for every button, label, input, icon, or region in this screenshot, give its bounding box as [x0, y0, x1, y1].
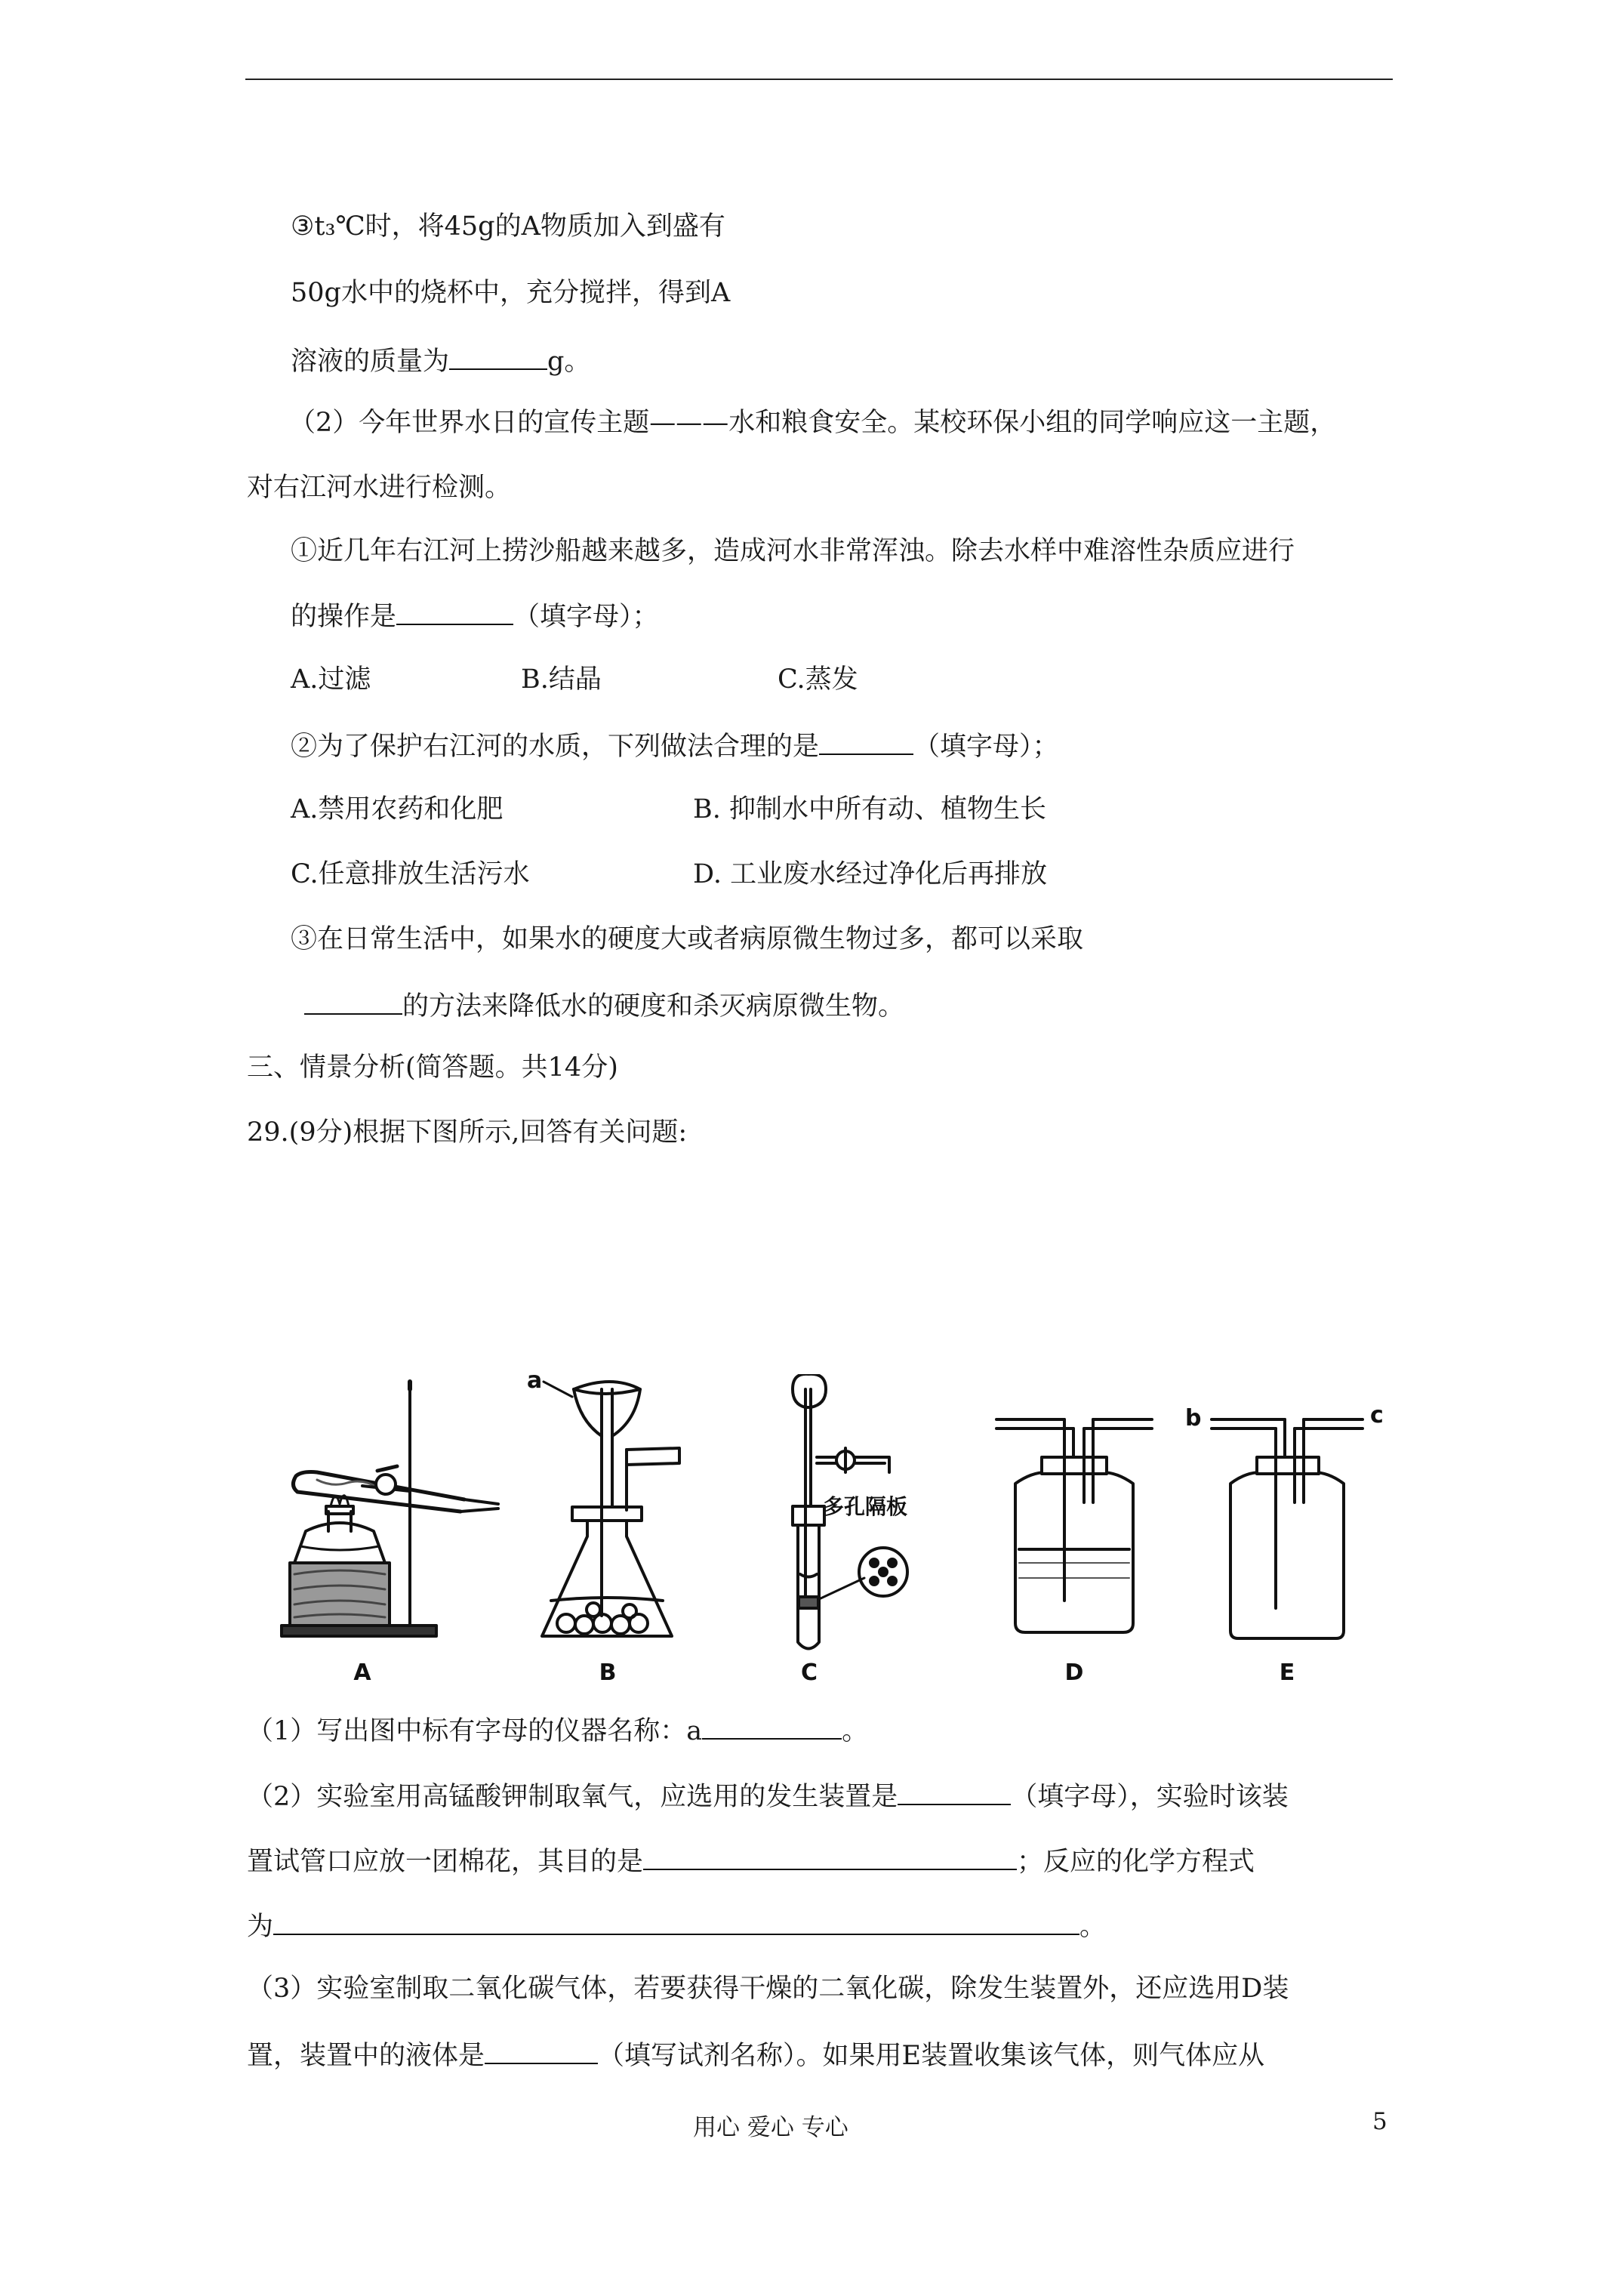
option-p2-q2-a: A.禁用农药和化肥 [291, 794, 504, 824]
marker-c: c [1370, 1402, 1384, 1428]
q29-2-line3-post: 。 [1079, 1912, 1107, 1942]
q3-line3-post: g。 [547, 347, 591, 377]
q29-2-line1 [247, 1777, 1289, 1815]
q29-2-line1-post: （填字母），实验时该装 [1011, 1782, 1289, 1812]
p2-q1-line1: ①近几年右江河上捞沙船越来越多，造成河水非常浑浊。除去水样中难溶性杂质应进行 [291, 536, 1295, 566]
q29-heading: 29.(9分)根据下图所示,回答有关问题: [247, 1117, 688, 1148]
figure-label-e: E [1279, 1660, 1295, 1686]
p2-q3-line2 [304, 986, 904, 1025]
p2-line1: （2）今年世界水日的宣传主题———水和粮食安全。某校环保小组的同学响应这一主题， [289, 408, 1337, 438]
q29-2-line2 [247, 1841, 1255, 1880]
p2-q2-pre: ②为了保护右江河的水质，下列做法合理的是 [291, 732, 820, 762]
p2-q2 [291, 726, 1059, 765]
q3-line3-pre: 溶液的质量为 [291, 347, 450, 377]
marker-a: a [527, 1374, 543, 1394]
apparatus-d [996, 1419, 1152, 1632]
answer-blank-p2-q1[interactable] [396, 596, 513, 625]
option-p2-q2-c: C.任意排放生活污水 [291, 859, 530, 889]
p2-q1-line2-pre: 的操作是 [291, 602, 397, 632]
q29-3-line1: （3）实验室制取二氧化碳气体，若要获得干燥的二氧化碳，除发生装置外，还应选用D装 [247, 1974, 1289, 2004]
figure-label-c: C [800, 1660, 818, 1686]
answer-blank-q29-2-equation[interactable] [273, 1906, 1079, 1935]
answer-blank-q29-2-device[interactable] [898, 1777, 1011, 1805]
q29-2-line3 [247, 1906, 1106, 1945]
p2-q1-line2-post: （填字母）； [513, 602, 659, 632]
q29-1-post: 。 [842, 1716, 869, 1746]
p2-q1-line2 [291, 596, 659, 635]
q29-1-pre: （1）写出图中标有字母的仪器名称：a [247, 1716, 703, 1746]
q29-2-line3-pre: 为 [247, 1912, 274, 1942]
figure-label-d: D [1064, 1660, 1084, 1686]
option-p2-q2-b: B. 抑制水中所有动、植物生长 [693, 794, 1046, 824]
plate-label: 多孔隔板 [823, 1494, 908, 1519]
answer-blank-q29-1[interactable] [702, 1711, 842, 1740]
p2-q3-line2-text: 的方法来降低水的硬度和杀灭病原微生物。 [402, 991, 905, 1022]
answer-blank-q29-3[interactable] [485, 2036, 598, 2064]
answer-blank-q29-2-purpose[interactable] [643, 1841, 1017, 1870]
p2-q3-line1: ③在日常生活中，如果水的硬度大或者病原微生物过多，都可以采取 [291, 924, 1084, 954]
section-3-heading: 三、情景分析(简答题。共14分) [247, 1052, 618, 1083]
apparatus-a [282, 1382, 498, 1636]
apparatus-e [1212, 1419, 1363, 1638]
q3-line1: ③t₃℃时，将45g的A物质加入到盛有 [291, 211, 725, 242]
answer-blank-q3[interactable] [449, 341, 547, 370]
footer-text: 用心 爱心 专心 [693, 2114, 848, 2141]
q3-line3 [291, 341, 590, 380]
page-number: 5 [1372, 2108, 1387, 2135]
figure-label-a: A [353, 1660, 371, 1686]
option-p2-q2-d: D. 工业废水经过净化后再排放 [693, 859, 1048, 889]
marker-b: b [1185, 1405, 1202, 1432]
q3-line2: 50g水中的烧杯中，充分搅拌，得到A [291, 278, 731, 308]
q29-2-line1-pre: （2）实验室用高锰酸钾制取氧气，应选用的发生装置是 [247, 1782, 898, 1812]
q29-2-line2-post: ；反应的化学方程式 [1017, 1847, 1255, 1877]
apparatus-b [542, 1382, 679, 1636]
apparatus-figure [272, 1374, 1404, 1691]
answer-blank-p2-q2[interactable] [819, 726, 913, 755]
q29-3-line2 [247, 2036, 1264, 2074]
answer-blank-p2-q3[interactable] [304, 986, 402, 1015]
p2-line2: 对右江河水进行检测。 [247, 473, 512, 503]
q29-3-line2-post: （填写试剂名称）。如果用E装置收集该气体，则气体应从 [598, 2041, 1265, 2071]
p2-q2-post: （填字母）； [913, 732, 1059, 762]
header-rule [245, 79, 1393, 80]
figure-label-b: B [599, 1660, 617, 1686]
option-p2-q1-a: A.过滤 [291, 664, 371, 695]
option-p2-q1-c: C.蒸发 [778, 664, 858, 695]
option-p2-q1-b: B.结晶 [521, 664, 602, 695]
q29-1 [247, 1711, 868, 1749]
q29-3-line2-pre: 置，装置中的液体是 [247, 2041, 485, 2071]
q29-2-line2-pre: 置试管口应放一团棉花，其目的是 [247, 1847, 644, 1877]
